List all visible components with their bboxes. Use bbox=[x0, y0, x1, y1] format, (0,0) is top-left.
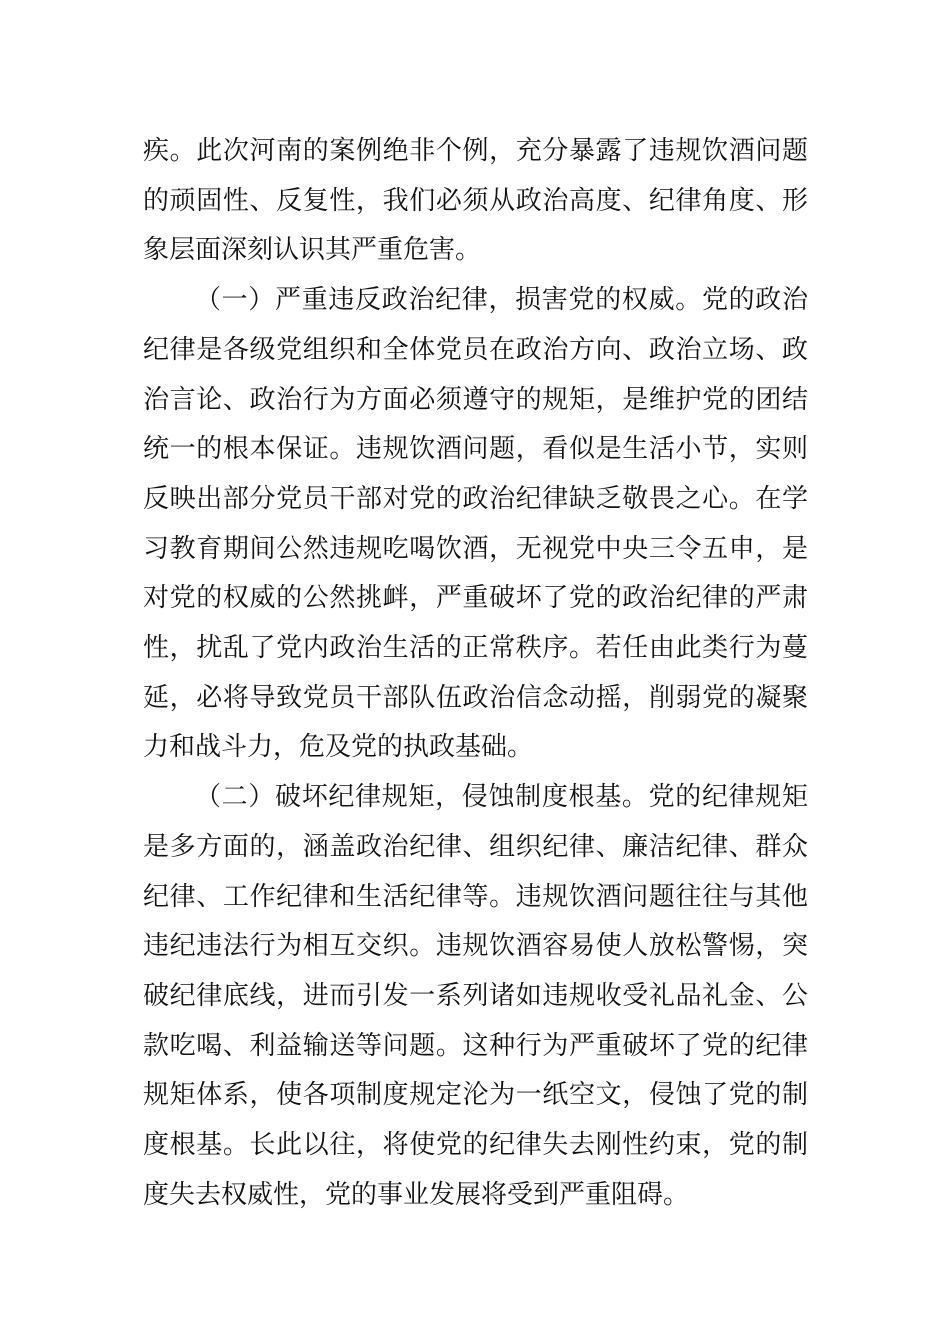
document-body bbox=[143, 127, 808, 1220]
paragraph-discipline-rules: （二）破坏纪律规矩，侵蚀制度根基。党的纪律规矩是多方面的，涵盖政治纪律、组织纪律、廉洁纪律、群众纪律、工作纪律和生活纪律等。违规饮酒问题往往与其他违纪违法行为相互交织。违规饮酒容易使人放松警惕，突破纪律底线，进而引发一系列诸如违规收受礼品礼金、公款吃喝、利益输送等问题。这种行为严重破坏了党的纪律规矩体系，使各项制度规定沦为一纸空文，侵蚀了党的制度根基。长此以往，将使党的纪律失去刚性约束，党的制度失去权威性，党的事业发展将受到严重阻碍。 bbox=[143, 782, 808, 1210]
paragraph-political-discipline: （一）严重违反政治纪律，损害党的权威。党的政治纪律是各级党组织和全体党员在政治方向、政治立场、政治言论、政治行为方面必须遵守的规矩，是维护党的团结统一的根本保证。违规饮酒问题，看似是生活小节，实则反映出部分党员干部对党的政治纪律缺乏敬畏之心。在学习教育期间公然违规吃喝饮酒，无视党中央三令五申，是对党的权威的公然挑衅，严重破坏了党的政治纪律的严肃性，扰乱了党内政治生活的正常秩序。若任由此类行为蔓延，必将导致党员干部队伍政治信念动摇，削弱党的凝聚力和战斗力，危及党的执政基础。 bbox=[143, 285, 808, 763]
paragraph-continuation: 疾。此次河南的案例绝非个例，充分暴露了违规饮酒问题的顽固性、反复性，我们必须从政治高度、纪律角度、形象层面深刻认识其严重危害。 bbox=[143, 136, 808, 266]
